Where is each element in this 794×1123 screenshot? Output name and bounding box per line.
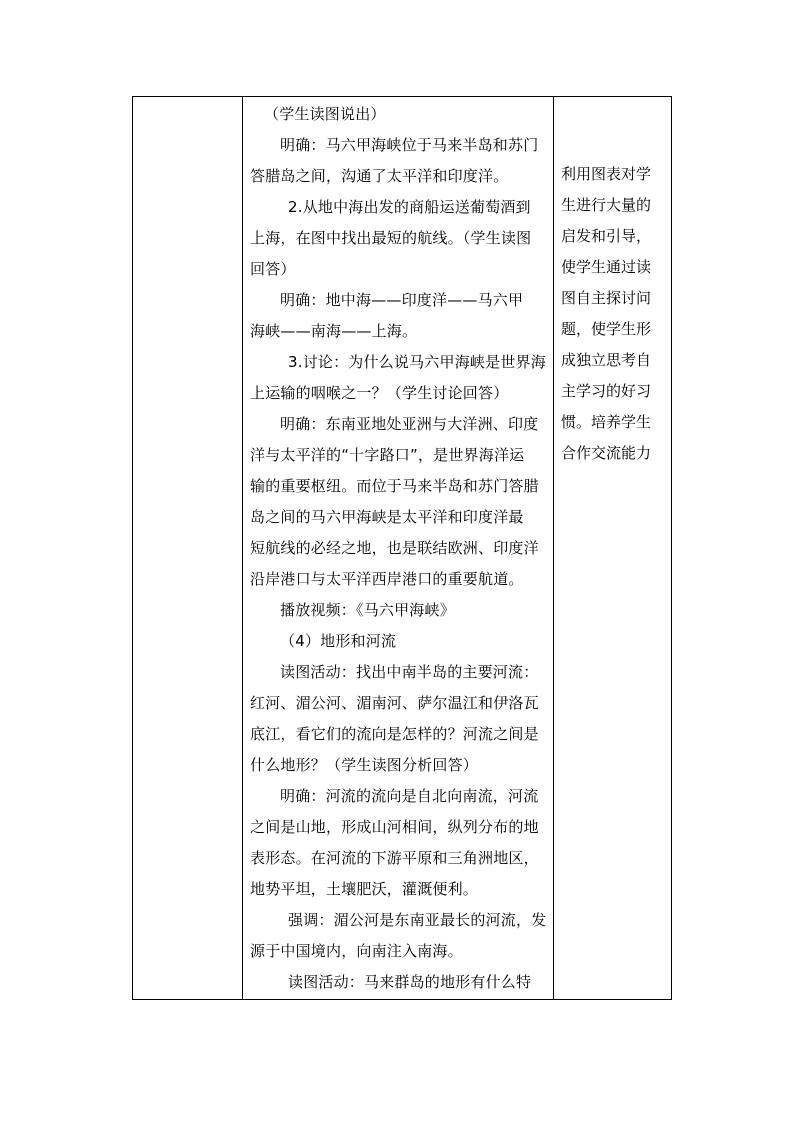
teaching-process-cell: [250, 99, 546, 998]
note-line: 使学生通过读: [561, 258, 652, 276]
text-line: 明确：马六甲海峡位于马来半岛和苏门: [280, 136, 539, 154]
text-line: 上海，在图中找出最短的航线。（学生读图: [250, 229, 532, 247]
note-line: 题，使学生形: [561, 320, 652, 338]
text-line: 海峡——南海——上海。: [250, 322, 418, 340]
text-line: 输的重要枢纽。而位于马来半岛和苏门答腊: [250, 477, 539, 495]
text-line: 地势平坦，土壤肥沃，灌溉便利。: [250, 880, 479, 898]
text-line: 播放视频：《马六甲海峡》: [280, 601, 455, 619]
text-line: 答腊岛之间，沟通了太平洋和印度洋。: [250, 167, 509, 185]
note-line: 成独立思考自: [561, 351, 652, 369]
note-line: 启发和引导，: [561, 227, 652, 245]
column-divider-right: [553, 97, 554, 999]
note-line: 合作交流能力: [561, 444, 652, 462]
text-line: 沿岸港口与太平洋西岸港口的重要航道。: [250, 570, 524, 588]
text-line: 红河、湄公河、湄南河、萨尔温江和伊洛瓦: [250, 694, 539, 712]
note-line: 生进行大量的: [561, 196, 652, 214]
column-divider-left: [242, 97, 243, 999]
text-line: （4）地形和河流: [280, 632, 397, 650]
text-line: 明确：东南亚地处亚洲与大洋洲、印度: [280, 415, 539, 433]
text-line: 明确：地中海——印度洋——马六甲: [280, 291, 524, 309]
text-line: 读图活动：找出中南半岛的主要河流：: [280, 663, 539, 681]
text-line: 源于中国境内，向南注入南海。: [250, 942, 463, 960]
text-line: 明确：河流的流向是自北向南流，河流: [280, 787, 539, 805]
text-line: 读图活动：马来群岛的地形有什么特: [288, 973, 532, 991]
text-line: 回答）: [250, 260, 296, 278]
text-line: 之间是山地，形成山河相间，纵列分布的地: [250, 818, 539, 836]
text-line: 短航线的必经之地，也是联结欧洲、印度洋: [250, 539, 539, 557]
text-line: 岛之间的马六甲海峡是太平洋和印度洋最: [250, 508, 524, 526]
text-line: 强调：湄公河是东南亚最长的河流，发: [288, 911, 547, 929]
text-line: 上运输的咽喉之一？（学生讨论回答）: [250, 384, 509, 402]
note-line: 惯。培养学生: [561, 413, 652, 431]
note-line: 主学习的好习: [561, 382, 652, 400]
text-line: 表形态。在河流的下游平原和三角洲地区，: [250, 849, 539, 867]
text-line: 洋与太平洋的“十字路口”，是世界海洋运: [250, 446, 525, 464]
note-line: 利用图表对学: [561, 165, 652, 183]
design-intent-cell: [561, 159, 665, 469]
text-line: （学生读图说出）: [264, 105, 386, 123]
text-line: 什么地形？（学生读图分析回答）: [250, 756, 479, 774]
text-line: 2.从地中海出发的商船运送葡萄酒到: [288, 198, 531, 216]
text-line: 底江，看它们的流向是怎样的？河流之间是: [250, 725, 539, 743]
note-line: 图自主探讨问: [561, 289, 652, 307]
text-line: 3.讨论：为什么说马六甲海峡是世界海: [288, 353, 546, 371]
lesson-table: [132, 96, 672, 1000]
